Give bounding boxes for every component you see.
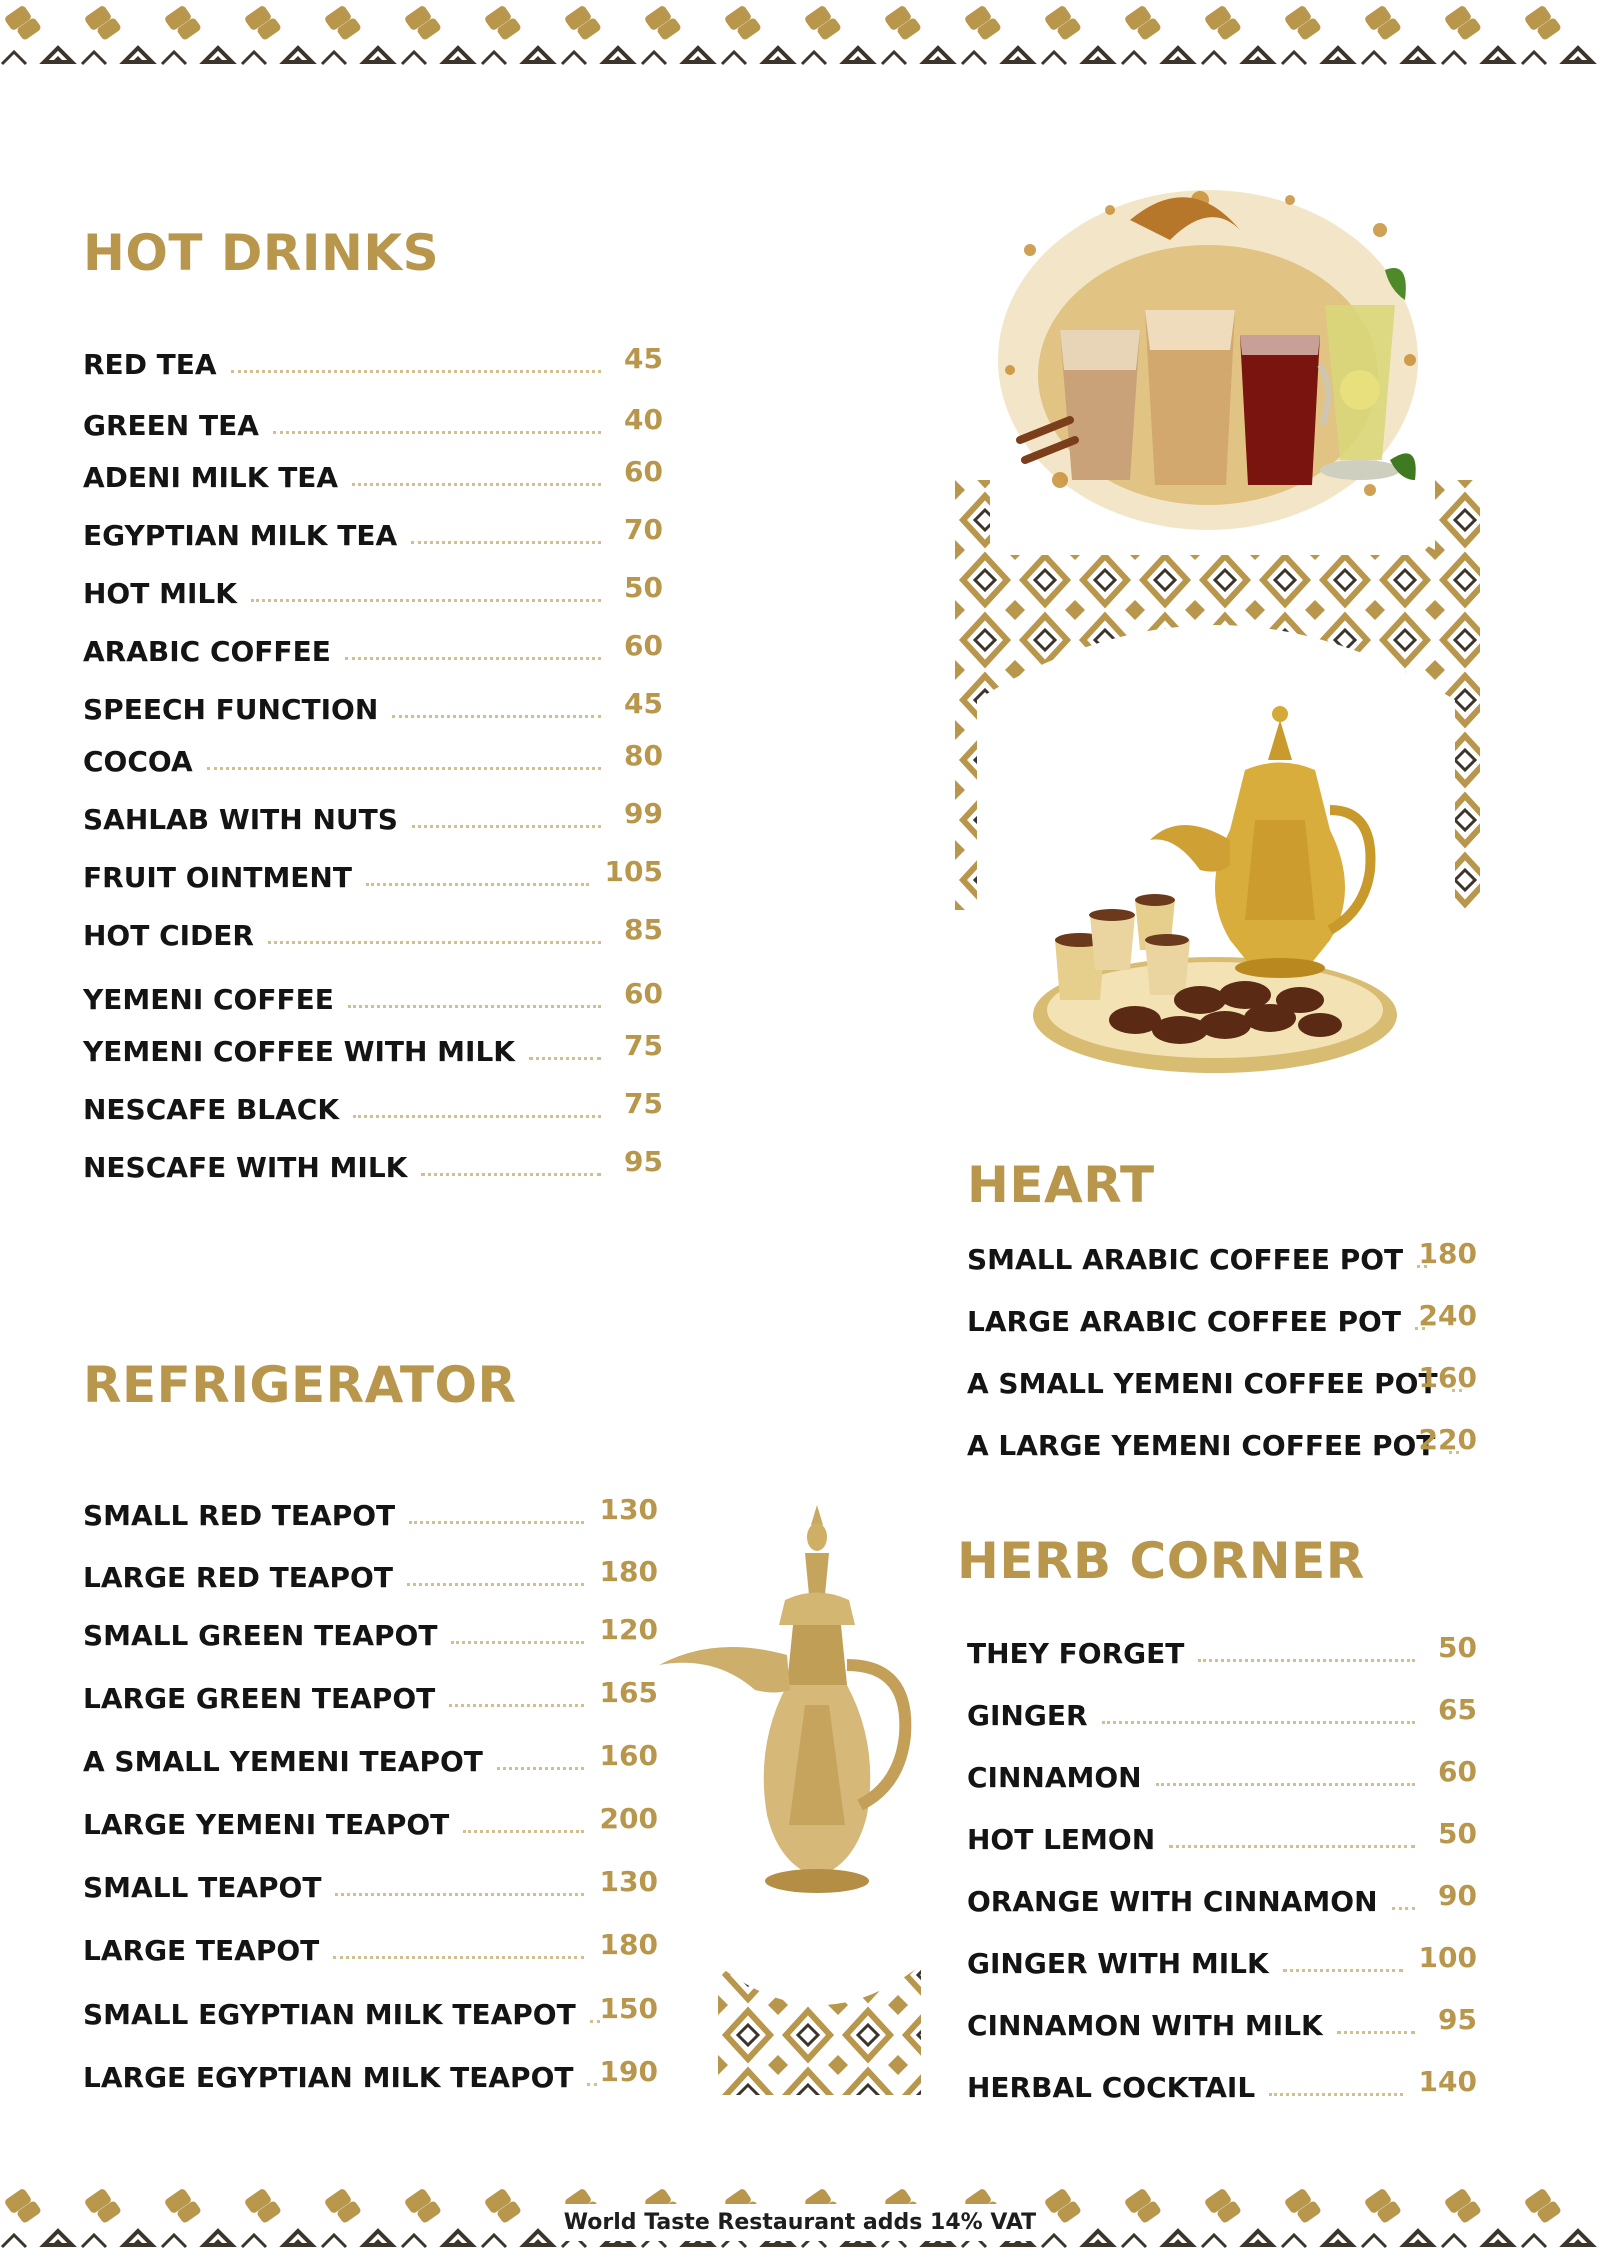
menu-item-price: 65 bbox=[1438, 1693, 1477, 1726]
menu-item-name: RED TEA bbox=[83, 348, 217, 381]
dot-leader bbox=[407, 1583, 584, 1586]
menu-item-price: 150 bbox=[599, 1992, 658, 2025]
menu-item-name: NESCAFE BLACK bbox=[83, 1093, 340, 1126]
dallah-tray-image bbox=[1030, 700, 1400, 1080]
menu-item-name: GINGER WITH MILK bbox=[967, 1947, 1269, 1980]
dot-leader bbox=[451, 1641, 584, 1644]
tea-glasses-image bbox=[990, 160, 1425, 555]
menu-item-price: 45 bbox=[624, 687, 663, 720]
dot-leader bbox=[412, 825, 601, 828]
menu-item bbox=[83, 978, 663, 1022]
menu-item bbox=[83, 456, 663, 500]
menu-item-name: LARGE ARABIC COFFEE POT bbox=[967, 1305, 1401, 1338]
menu-item-price: 50 bbox=[1438, 1817, 1477, 1850]
dot-leader bbox=[1269, 2093, 1403, 2096]
dot-leader bbox=[590, 2020, 600, 2023]
menu-item-name: CINNAMON WITH MILK bbox=[967, 2009, 1323, 2042]
menu-item-name: A SMALL YEMENI COFFEE POT bbox=[967, 1367, 1438, 1400]
menu-item-name: ARABIC COFFEE bbox=[83, 635, 331, 668]
menu-item-price: 180 bbox=[599, 1555, 658, 1588]
dot-leader bbox=[231, 370, 601, 373]
dot-leader bbox=[207, 767, 601, 770]
menu-item-price: 140 bbox=[1418, 2065, 1477, 2098]
menu-item bbox=[83, 914, 663, 958]
menu-item bbox=[83, 1803, 658, 1847]
menu-item-price: 60 bbox=[624, 629, 663, 662]
dot-leader bbox=[449, 1704, 584, 1707]
menu-item-price: 160 bbox=[599, 1739, 658, 1772]
menu-item bbox=[83, 688, 663, 732]
menu-item bbox=[83, 1494, 658, 1538]
menu-item-price: 220 bbox=[1418, 1423, 1477, 1456]
menu-item-price: 80 bbox=[624, 739, 663, 772]
menu-item bbox=[967, 1880, 1477, 1924]
dot-leader bbox=[1392, 1907, 1415, 1910]
menu-item bbox=[967, 1818, 1477, 1862]
menu-item-price: 190 bbox=[599, 2055, 658, 2088]
dot-leader bbox=[353, 1115, 601, 1118]
menu-item bbox=[83, 1866, 658, 1910]
menu-item-name: GINGER bbox=[967, 1699, 1088, 1732]
menu-item-price: 40 bbox=[624, 403, 663, 436]
menu-item bbox=[83, 1929, 658, 1973]
menu-item-price: 95 bbox=[1438, 2003, 1477, 2036]
menu-item bbox=[83, 1146, 663, 1190]
dot-leader bbox=[273, 431, 601, 434]
dot-leader bbox=[251, 599, 601, 602]
dot-leader bbox=[1283, 1969, 1403, 1972]
section-title-herb-corner: HERB CORNER bbox=[957, 1532, 1365, 1590]
menu-item-name: LARGE EGYPTIAN MILK TEAPOT bbox=[83, 2061, 574, 2094]
menu-item-price: 165 bbox=[599, 1676, 658, 1709]
menu-item-name: LARGE TEAPOT bbox=[83, 1934, 320, 1967]
menu-item-price: 70 bbox=[624, 513, 663, 546]
menu-item-price: 60 bbox=[1438, 1755, 1477, 1788]
dot-leader bbox=[366, 883, 589, 886]
menu-item-name: HOT MILK bbox=[83, 577, 237, 610]
menu-item-price: 60 bbox=[624, 455, 663, 488]
menu-item bbox=[83, 856, 663, 900]
menu-item-name: GREEN TEA bbox=[83, 409, 259, 442]
menu-item bbox=[83, 798, 663, 842]
dot-leader bbox=[1156, 1783, 1415, 1786]
menu-item-name: HERBAL COCKTAIL bbox=[967, 2071, 1256, 2104]
menu-item-name: HOT LEMON bbox=[967, 1823, 1156, 1856]
menu-item-name: SMALL EGYPTIAN MILK TEAPOT bbox=[83, 1998, 576, 2031]
menu-item-name: SPEECH FUNCTION bbox=[83, 693, 379, 726]
menu-item-name: SAHLAB WITH NUTS bbox=[83, 803, 398, 836]
top-pattern-band bbox=[0, 0, 1600, 82]
small-lattice-panel bbox=[718, 1945, 921, 2095]
dot-leader bbox=[1102, 1721, 1415, 1724]
menu-item bbox=[83, 514, 663, 558]
menu-item-name: SMALL GREEN TEAPOT bbox=[83, 1619, 438, 1652]
menu-item bbox=[83, 404, 663, 448]
dot-leader bbox=[1169, 1845, 1415, 1848]
dot-leader bbox=[268, 941, 601, 944]
brass-dallah-image bbox=[655, 1505, 940, 1905]
menu-item-price: 50 bbox=[1438, 1631, 1477, 1664]
menu-item-name: CINNAMON bbox=[967, 1761, 1142, 1794]
menu-item-name: SMALL TEAPOT bbox=[83, 1871, 322, 1904]
dot-leader bbox=[1337, 2031, 1415, 2034]
menu-item-name: LARGE YEMENI TEAPOT bbox=[83, 1808, 450, 1841]
menu-item bbox=[967, 1942, 1477, 1986]
menu-item-name: EGYPTIAN MILK TEA bbox=[83, 519, 398, 552]
menu-item-name: LARGE GREEN TEAPOT bbox=[83, 1682, 436, 1715]
menu-item-price: 95 bbox=[624, 1145, 663, 1178]
menu-item-price: 130 bbox=[599, 1493, 658, 1526]
menu-item bbox=[83, 630, 663, 674]
section-title-refrigerator: REFRIGERATOR bbox=[83, 1356, 517, 1414]
menu-item bbox=[967, 1300, 1477, 1344]
dot-leader bbox=[409, 1521, 584, 1524]
menu-item bbox=[967, 1694, 1477, 1738]
menu-item-name: A SMALL YEMENI TEAPOT bbox=[83, 1745, 483, 1778]
menu-item-name: THEY FORGET bbox=[967, 1637, 1185, 1670]
menu-item-name: ORANGE WITH CINNAMON bbox=[967, 1885, 1378, 1918]
menu-item bbox=[967, 1756, 1477, 1800]
menu-item bbox=[83, 1614, 658, 1658]
menu-item bbox=[83, 1030, 663, 1074]
menu-item-price: 45 bbox=[624, 342, 663, 375]
menu-item-price: 180 bbox=[599, 1928, 658, 1961]
dot-leader bbox=[348, 1005, 601, 1008]
dot-leader bbox=[421, 1173, 601, 1176]
menu-item-price: 130 bbox=[599, 1865, 658, 1898]
menu-item bbox=[967, 1424, 1477, 1468]
menu-item-price: 105 bbox=[604, 855, 663, 888]
menu-item bbox=[967, 2066, 1477, 2110]
menu-item bbox=[83, 1993, 658, 2037]
menu-item bbox=[83, 1677, 658, 1721]
menu-item-name: COCOA bbox=[83, 745, 193, 778]
menu-item-name: FRUIT OINTMENT bbox=[83, 861, 352, 894]
section-title-heart: HEART bbox=[967, 1156, 1155, 1214]
menu-item bbox=[967, 1632, 1477, 1676]
menu-item-name: ADENI MILK TEA bbox=[83, 461, 339, 494]
dot-leader bbox=[587, 2083, 597, 2086]
menu-item-price: 75 bbox=[624, 1029, 663, 1062]
dot-leader bbox=[352, 483, 601, 486]
menu-item bbox=[967, 1362, 1477, 1406]
menu-item bbox=[83, 1740, 658, 1784]
menu-item-price: 60 bbox=[624, 977, 663, 1010]
menu-item bbox=[967, 2004, 1477, 2048]
dot-leader bbox=[463, 1830, 584, 1833]
section-title-hot-drinks: HOT DRINKS bbox=[83, 224, 440, 282]
menu-item-price: 99 bbox=[624, 797, 663, 830]
dot-leader bbox=[1198, 1659, 1415, 1662]
menu-item-price: 100 bbox=[1418, 1941, 1477, 1974]
menu-item bbox=[83, 343, 663, 387]
menu-item-price: 120 bbox=[599, 1613, 658, 1646]
menu-item-name: A LARGE YEMENI COFFEE POT bbox=[967, 1429, 1436, 1462]
menu-item-price: 90 bbox=[1438, 1879, 1477, 1912]
menu-item-name: SMALL ARABIC COFFEE POT bbox=[967, 1243, 1404, 1276]
menu-item-name: YEMENI COFFEE WITH MILK bbox=[83, 1035, 516, 1068]
dot-leader bbox=[411, 541, 601, 544]
menu-item-name: LARGE RED TEAPOT bbox=[83, 1561, 393, 1594]
menu-item bbox=[83, 1088, 663, 1132]
menu-item-price: 50 bbox=[624, 571, 663, 604]
menu-item-price: 240 bbox=[1418, 1299, 1477, 1332]
dot-leader bbox=[529, 1057, 601, 1060]
vat-note: World Taste Restaurant adds 14% VAT bbox=[560, 2204, 1040, 2241]
menu-item-price: 75 bbox=[624, 1087, 663, 1120]
menu-item-name: HOT CIDER bbox=[83, 919, 254, 952]
menu-item-name: SMALL RED TEAPOT bbox=[83, 1499, 396, 1532]
menu-item-price: 160 bbox=[1418, 1361, 1477, 1394]
menu-item-name: NESCAFE WITH MILK bbox=[83, 1151, 408, 1184]
dot-leader bbox=[335, 1893, 584, 1896]
menu-item bbox=[83, 1556, 658, 1600]
menu-item bbox=[83, 572, 663, 616]
dot-leader bbox=[333, 1956, 584, 1959]
menu-item bbox=[83, 740, 663, 784]
dot-leader bbox=[497, 1767, 584, 1770]
menu-item-price: 200 bbox=[599, 1802, 658, 1835]
dot-leader bbox=[345, 657, 601, 660]
menu-item-price: 180 bbox=[1418, 1237, 1477, 1270]
dot-leader bbox=[392, 715, 601, 718]
menu-item bbox=[83, 2056, 658, 2100]
menu-item-price: 85 bbox=[624, 913, 663, 946]
menu-item bbox=[967, 1238, 1477, 1282]
menu-item-name: YEMENI COFFEE bbox=[83, 983, 334, 1016]
